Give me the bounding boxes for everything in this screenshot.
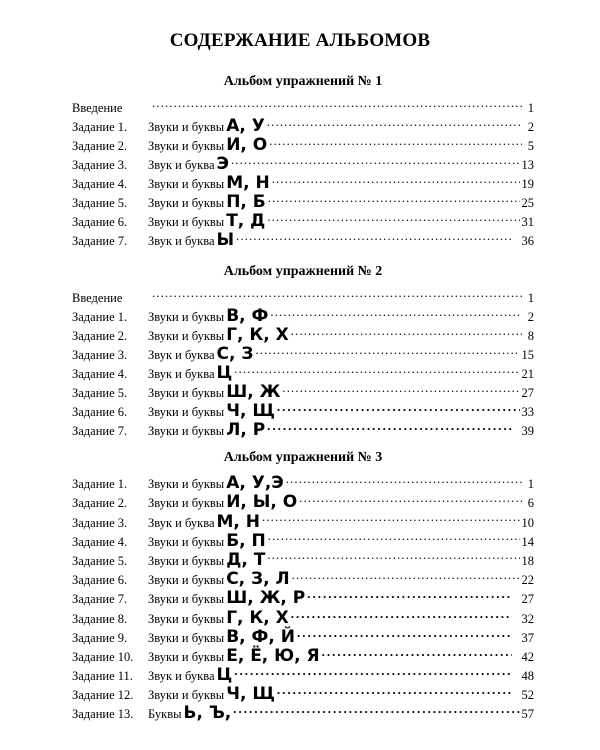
entry-label: Задание 10.	[72, 649, 134, 664]
dot-leader	[322, 642, 512, 661]
dot-leader	[268, 527, 520, 546]
dot-leader	[267, 416, 511, 435]
entry-subject: Звуки и буквы	[148, 310, 225, 324]
page-number: 18	[521, 553, 534, 568]
entry-letters: Ь, Ъ,	[183, 703, 232, 724]
page-number: 15	[521, 348, 534, 362]
entry-subject: Звуки и буквы	[148, 196, 225, 210]
entry-label: Задание 6.	[72, 573, 128, 588]
page-number: 5	[527, 139, 534, 153]
page-number: 21	[521, 367, 534, 381]
entry-label: Задание 1.	[72, 477, 128, 492]
entry-letters: А, У,Э	[226, 473, 284, 494]
entry-letters: Т, Д	[226, 211, 266, 231]
entry-label: Задание 2.	[72, 496, 128, 511]
entry-label: Задание 7.	[72, 424, 128, 438]
entry-label: Введение	[72, 291, 123, 305]
entry-label: Задание 1.	[72, 120, 128, 134]
dot-leader	[297, 623, 512, 642]
entry-subject: Звуки и буквы	[148, 553, 225, 568]
entry-subject: Звуки и буквы	[148, 592, 225, 607]
page-number: 1	[527, 101, 534, 115]
page-number: 39	[521, 424, 534, 438]
page-number: 10	[521, 515, 534, 530]
toc-list	[72, 93, 534, 250]
page-number: 32	[521, 611, 534, 626]
entry-label: Задание 7.	[72, 592, 128, 607]
dot-leader	[282, 378, 519, 397]
entry-label: Задание 8.	[72, 611, 128, 626]
dot-leader	[269, 131, 522, 150]
entry-letters: С, З	[216, 344, 254, 364]
entry-subject: Звуки и буквы	[148, 611, 225, 626]
dot-leader	[291, 321, 522, 340]
dot-leader	[299, 488, 522, 507]
entry-subject: Звук и буква	[148, 669, 215, 684]
page-number: 1	[527, 477, 534, 492]
entry-subject: Звук и буква	[148, 158, 215, 172]
page-number: 2	[527, 310, 534, 324]
page-number: 36	[521, 234, 534, 248]
entry-subject: Звуки и буквы	[148, 120, 225, 134]
entry-label: Введение	[72, 101, 123, 115]
page-number: 57	[521, 707, 534, 722]
entry-letters: Е, Ё, Ю, Я	[226, 645, 320, 666]
entry-subject: Звуки и буквы	[148, 573, 225, 588]
album-title: Альбом упражнений № 2	[223, 264, 383, 279]
dot-leader	[152, 283, 522, 302]
dot-leader	[307, 584, 511, 603]
entry-letters: Б, П	[226, 530, 266, 551]
toc-list	[72, 283, 534, 440]
entry-letters: Ч, Щ	[226, 684, 275, 705]
entry-letters: Ш, Ж, Р	[226, 588, 306, 609]
page-number: 33	[521, 405, 534, 419]
page-number: 48	[521, 669, 534, 684]
entry-subject: Звуки и буквы	[148, 386, 225, 400]
page-number: 19	[521, 177, 534, 191]
page-number: 27	[521, 386, 534, 400]
entry-letters: Ц	[216, 363, 233, 383]
entry-letters: И, Ы, О	[226, 492, 298, 513]
entry-label: Задание 4.	[72, 367, 128, 381]
entry-letters: Д, Т	[226, 549, 266, 570]
entry-label: Задание 3.	[72, 348, 128, 362]
page-number: 25	[521, 196, 534, 210]
album-section-3	[72, 448, 534, 724]
entry-letters: Э	[216, 154, 229, 174]
entry-letters: С, З, Л	[226, 569, 290, 590]
entry-letters: Г, К, Х	[226, 325, 289, 345]
toc-entry[interactable]	[72, 93, 534, 115]
page-number: 14	[521, 534, 534, 549]
entry-letters: В, Ф, Й	[226, 626, 295, 647]
entry-letters: М, Н	[226, 173, 270, 193]
toc-entry[interactable]	[72, 283, 534, 305]
entry-label: Задание 12.	[72, 688, 134, 703]
dot-leader	[255, 340, 519, 359]
entry-label: Задание 1.	[72, 310, 128, 324]
dot-leader	[270, 302, 522, 321]
dot-leader	[234, 661, 511, 680]
entry-label: Задание 7.	[72, 234, 128, 248]
entry-letters: Ш, Ж	[226, 382, 281, 402]
entry-label: Задание 4.	[72, 534, 128, 549]
page-number: 6	[527, 496, 534, 511]
dot-leader	[231, 150, 520, 169]
dot-leader	[234, 359, 519, 378]
dot-leader	[272, 169, 520, 188]
entry-label: Задание 13.	[72, 707, 134, 722]
dot-leader	[267, 112, 522, 131]
entry-subject: Звуки и буквы	[148, 405, 225, 419]
entry-subject: Звуки и буквы	[148, 630, 225, 645]
entry-letters: Ц	[216, 665, 233, 686]
entry-subject: Звуки и буквы	[148, 477, 225, 492]
dot-leader	[262, 507, 519, 526]
entry-letters: В, Ф	[226, 306, 269, 326]
entry-label: Задание 5.	[72, 553, 128, 568]
dot-leader	[277, 397, 520, 416]
dot-leader	[267, 207, 519, 226]
entry-label: Задание 9.	[72, 630, 128, 645]
entry-subject: Буквы	[148, 707, 182, 722]
page-number: 27	[521, 592, 534, 607]
entry-subject: Звуки и буквы	[148, 329, 225, 343]
dot-leader	[152, 93, 522, 112]
page-title: СОДЕРЖАНИЕ АЛЬБОМОВ	[169, 30, 431, 51]
album-title: Альбом упражнений № 1	[223, 74, 383, 89]
entry-letters: А, У	[226, 116, 265, 136]
entry-subject: Звуки и буквы	[148, 649, 225, 664]
entry-subject: Звуки и буквы	[148, 215, 225, 229]
entry-letters: М, Н	[216, 511, 261, 532]
entry-label: Задание 2.	[72, 329, 128, 343]
dot-leader	[267, 546, 519, 565]
dot-leader	[233, 699, 519, 718]
entry-subject: Звук и буква	[148, 234, 215, 248]
entry-subject: Звуки и буквы	[148, 688, 225, 703]
entry-letters: Г, К, Х	[226, 607, 289, 628]
entry-subject: Звуки и буквы	[148, 534, 225, 549]
entry-label: Задание 11.	[72, 669, 133, 684]
entry-label: Задание 3.	[72, 158, 128, 172]
dot-leader	[277, 680, 512, 699]
entry-subject: Звуки и буквы	[148, 139, 225, 153]
page-number: 22	[521, 573, 534, 588]
entry-subject: Звук и буква	[148, 348, 215, 362]
entry-letters: Л, Р	[226, 420, 266, 440]
toc-list	[72, 469, 534, 724]
page-number: 37	[521, 630, 534, 645]
page-number: 2	[527, 120, 534, 134]
page-number: 8	[527, 329, 534, 343]
entry-label: Задание 5.	[72, 386, 128, 400]
entry-label: Задание 4.	[72, 177, 128, 191]
dot-leader	[286, 469, 522, 488]
entry-subject: Звуки и буквы	[148, 177, 225, 191]
toc-entry[interactable]	[72, 469, 534, 494]
entry-label: Задание 3.	[72, 515, 128, 530]
album-title: Альбом упражнений № 3	[223, 450, 383, 465]
page-number: 13	[521, 158, 534, 172]
dot-leader	[268, 188, 520, 207]
entry-label: Задание 2.	[72, 139, 128, 153]
entry-subject: Звуки и буквы	[148, 424, 225, 438]
dot-leader	[291, 603, 512, 622]
entry-subject: Звуки и буквы	[148, 496, 225, 511]
entry-letters: П, Б	[226, 192, 266, 212]
page-number: 42	[521, 649, 534, 664]
page-number: 52	[521, 688, 534, 703]
entry-letters: Ы	[216, 230, 235, 250]
album-section-1	[72, 72, 534, 250]
page-number: 1	[527, 291, 534, 305]
entry-letters: И, О	[226, 135, 268, 155]
dot-leader	[292, 565, 520, 584]
entry-subject: Звук и буква	[148, 367, 215, 381]
entry-label: Задание 5.	[72, 196, 128, 210]
entry-letters: Ч, Щ	[226, 401, 275, 421]
entry-label: Задание 6.	[72, 215, 128, 229]
album-section-2	[72, 262, 534, 440]
dot-leader	[236, 226, 511, 245]
entry-label: Задание 6.	[72, 405, 128, 419]
page-number: 31	[521, 215, 534, 229]
entry-subject: Звук и буква	[148, 515, 215, 530]
